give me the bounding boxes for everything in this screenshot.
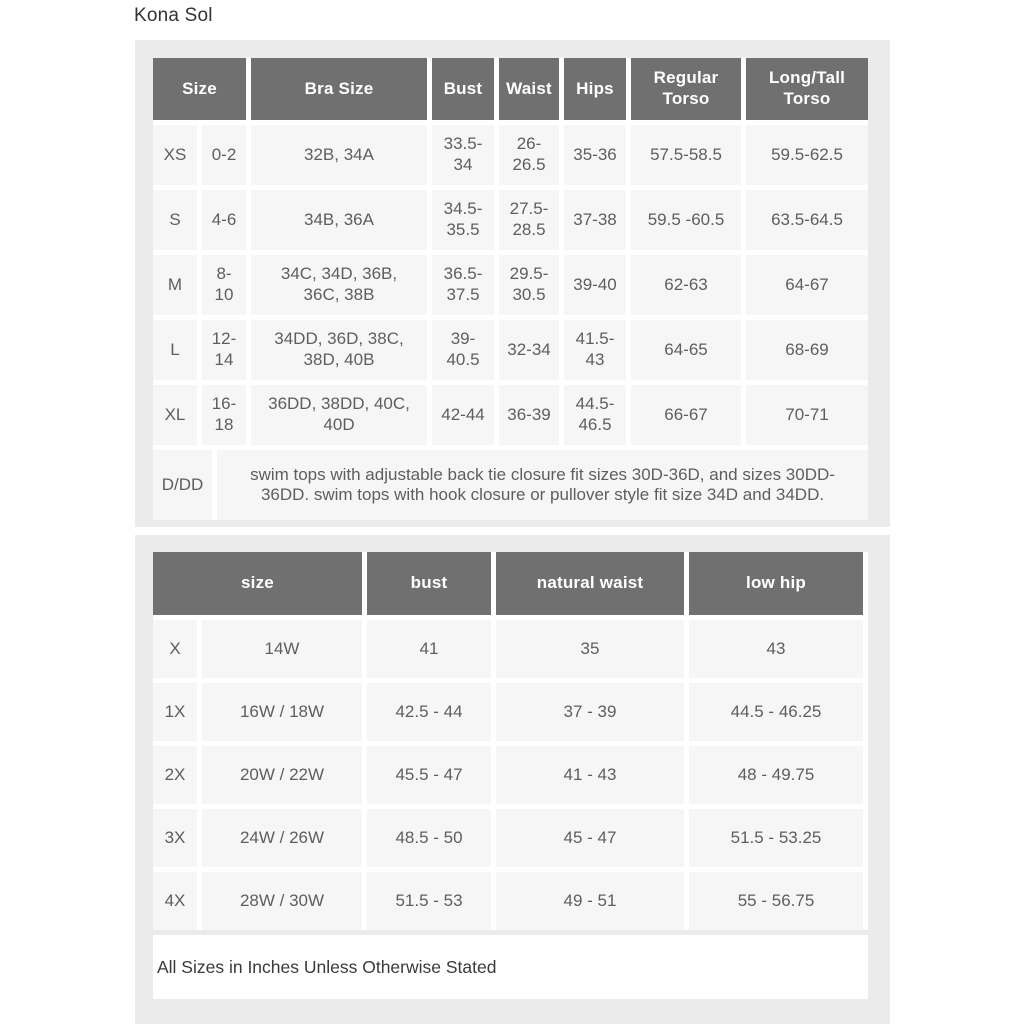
d-dd-note-row [153, 450, 868, 520]
bust-cell: 34.5-35.5 [432, 190, 494, 250]
size-range-cell: 16W / 18W [202, 683, 362, 741]
size-range-cell: 24W / 26W [202, 809, 362, 867]
size-label-cell: 4X [153, 872, 197, 930]
bra-size-cell: 34C, 34D, 36B, 36C, 38B [251, 255, 427, 315]
natural-waist-cell: 45 - 47 [496, 809, 684, 867]
bra-size-cell: 34DD, 36D, 38C, 38D, 40B [251, 320, 427, 380]
column-header-size: size [153, 552, 362, 615]
natural-waist-cell: 41 - 43 [496, 746, 684, 804]
numeric-size-cell: 4-6 [202, 190, 246, 250]
size-label-cell: D/DD [153, 450, 212, 520]
bust-cell: 42-44 [432, 385, 494, 445]
size-label-cell: 1X [153, 683, 197, 741]
size-range-cell: 28W / 30W [202, 872, 362, 930]
size-label-cell: 2X [153, 746, 197, 804]
column-header-long-tall-torso: Long/Tall Torso [746, 58, 868, 120]
regular-torso-cell: 59.5 -60.5 [631, 190, 741, 250]
waist-cell: 36-39 [499, 385, 559, 445]
bust-cell: 42.5 - 44 [367, 683, 491, 741]
column-header-low-hip: low hip [689, 552, 863, 615]
long-tall-torso-cell: 70-71 [746, 385, 868, 445]
bra-size-cell: 32B, 34A [251, 125, 427, 185]
size-label-cell: M [153, 255, 197, 315]
regular-torso-cell: 66-67 [631, 385, 741, 445]
regular-torso-cell: 62-63 [631, 255, 741, 315]
column-header-bra-size: Bra Size [251, 58, 427, 120]
regular-torso-cell: 57.5-58.5 [631, 125, 741, 185]
plus-size-table [153, 552, 868, 930]
bra-size-cell: 36DD, 38DD, 40C, 40D [251, 385, 427, 445]
size-label-cell: S [153, 190, 197, 250]
bust-cell: 33.5-34 [432, 125, 494, 185]
size-label-cell: L [153, 320, 197, 380]
numeric-size-cell: 0-2 [202, 125, 246, 185]
standard-size-table [153, 58, 868, 520]
natural-waist-cell: 37 - 39 [496, 683, 684, 741]
size-range-cell: 20W / 22W [202, 746, 362, 804]
natural-waist-cell: 49 - 51 [496, 872, 684, 930]
hips-cell: 35-36 [564, 125, 626, 185]
size-label-cell: X [153, 620, 197, 678]
low-hip-cell: 44.5 - 46.25 [689, 683, 863, 741]
long-tall-torso-cell: 68-69 [746, 320, 868, 380]
long-tall-torso-cell: 64-67 [746, 255, 868, 315]
waist-cell: 27.5-28.5 [499, 190, 559, 250]
bust-cell: 39-40.5 [432, 320, 494, 380]
column-header-waist: Waist [499, 58, 559, 120]
size-range-cell: 14W [202, 620, 362, 678]
column-header-hips: Hips [564, 58, 626, 120]
waist-cell: 26-26.5 [499, 125, 559, 185]
hips-cell: 41.5-43 [564, 320, 626, 380]
bust-cell: 51.5 - 53 [367, 872, 491, 930]
brand-title: Kona Sol [134, 5, 213, 26]
size-label-cell: 3X [153, 809, 197, 867]
bra-size-cell: 34B, 36A [251, 190, 427, 250]
low-hip-cell: 43 [689, 620, 863, 678]
column-header-bust: Bust [432, 58, 494, 120]
numeric-size-cell: 8-10 [202, 255, 246, 315]
low-hip-cell: 48 - 49.75 [689, 746, 863, 804]
hips-cell: 39-40 [564, 255, 626, 315]
size-label-cell: XS [153, 125, 197, 185]
natural-waist-cell: 35 [496, 620, 684, 678]
plus-size-chart-panel [135, 535, 890, 1024]
waist-cell: 29.5-30.5 [499, 255, 559, 315]
hips-cell: 37-38 [564, 190, 626, 250]
numeric-size-cell: 16-18 [202, 385, 246, 445]
regular-torso-cell: 64-65 [631, 320, 741, 380]
column-header-regular-torso: Regular Torso [631, 58, 741, 120]
waist-cell: 32-34 [499, 320, 559, 380]
units-footnote [153, 935, 868, 999]
standard-size-chart-panel [135, 40, 890, 527]
column-header-size: Size [153, 58, 246, 120]
column-header-natural-waist: natural waist [496, 552, 684, 615]
numeric-size-cell: 12-14 [202, 320, 246, 380]
bust-cell: 45.5 - 47 [367, 746, 491, 804]
bust-cell: 48.5 - 50 [367, 809, 491, 867]
low-hip-cell: 51.5 - 53.25 [689, 809, 863, 867]
bust-cell: 36.5-37.5 [432, 255, 494, 315]
long-tall-torso-cell: 59.5-62.5 [746, 125, 868, 185]
size-label-cell: XL [153, 385, 197, 445]
long-tall-torso-cell: 63.5-64.5 [746, 190, 868, 250]
column-header-bust: bust [367, 552, 491, 615]
d-dd-note-text: swim tops with adjustable back tie closure fit sizes 30D-36D, and sizes 30DD-36DD. swim tops with hook closure or pullover style fit size 34D and 34DD. [217, 450, 868, 520]
bust-cell: 41 [367, 620, 491, 678]
low-hip-cell: 55 - 56.75 [689, 872, 863, 930]
units-footnote-text: All Sizes in Inches Unless Otherwise Stated [157, 956, 497, 977]
hips-cell: 44.5-46.5 [564, 385, 626, 445]
